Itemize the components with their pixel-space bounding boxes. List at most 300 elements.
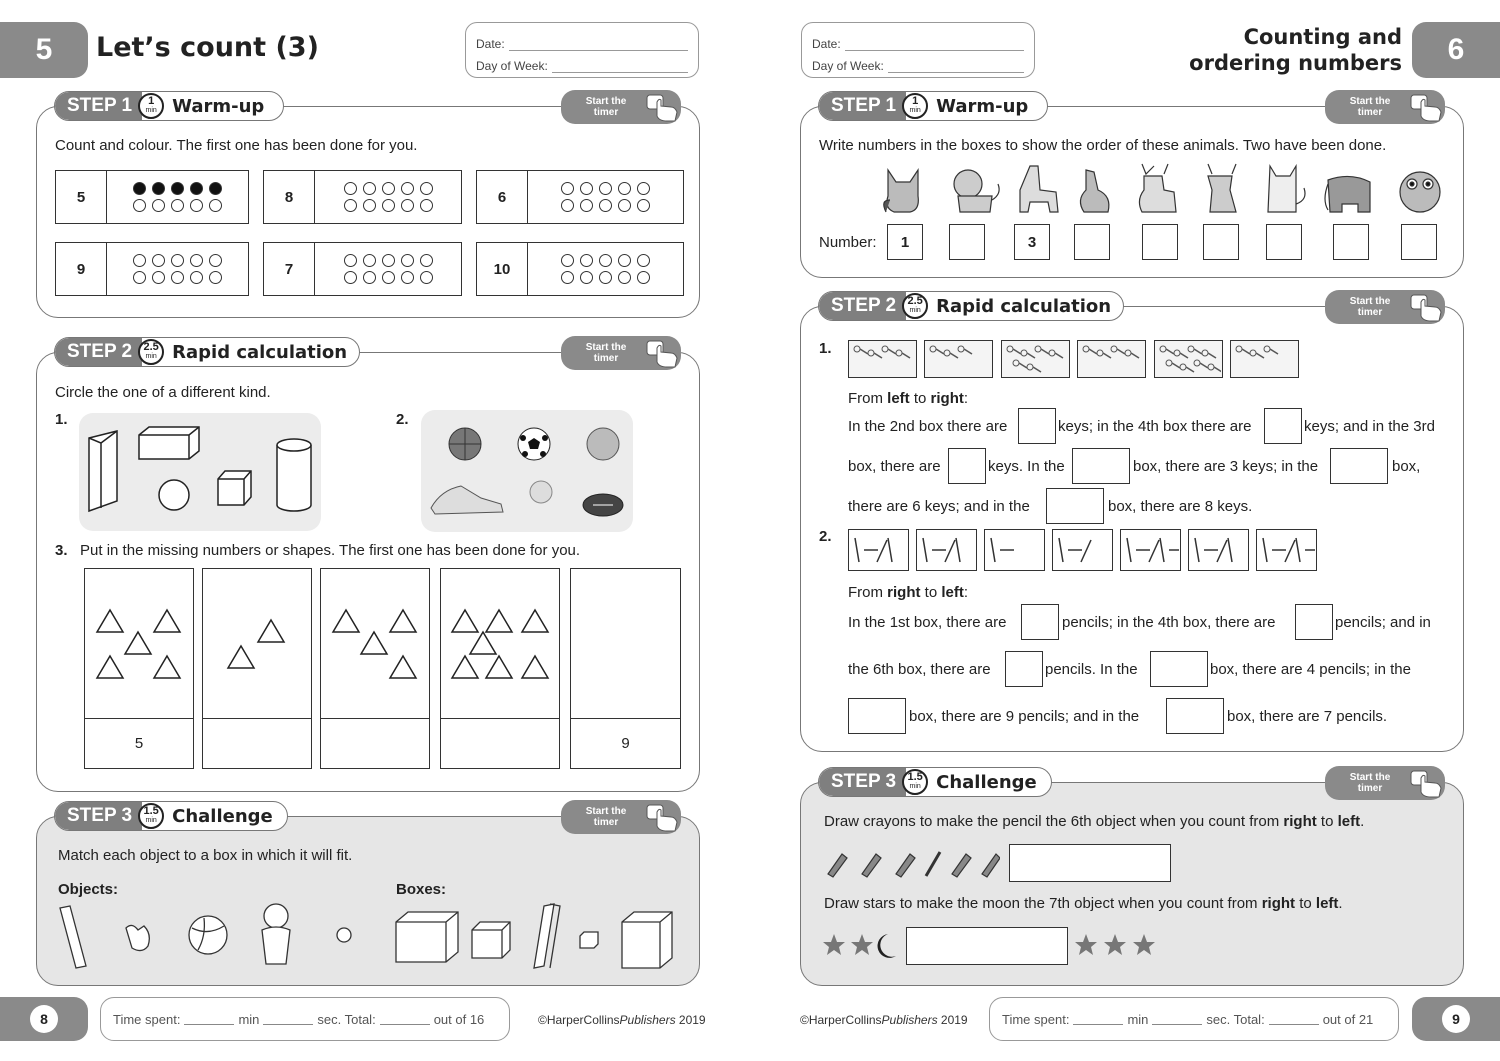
time-spent-label: Time spent: <box>1002 1011 1070 1027</box>
balls-shoes-picture <box>421 410 633 532</box>
dot[interactable] <box>209 199 222 212</box>
dot-row <box>561 182 650 195</box>
pencils-icon <box>1121 530 1179 569</box>
pencil-box <box>1188 529 1249 571</box>
triangles-icon <box>441 569 561 719</box>
count-box-number: 7 <box>264 243 315 295</box>
globe-icon <box>337 928 351 942</box>
time-spent-box <box>100 997 510 1041</box>
key-box <box>848 340 917 378</box>
step-label: STEP 2 <box>55 338 142 366</box>
answer-box[interactable] <box>1333 224 1369 260</box>
dot[interactable] <box>561 271 574 284</box>
sec-field[interactable] <box>263 1014 313 1025</box>
step2-header <box>818 291 1124 321</box>
crayon-draw-box[interactable] <box>1009 844 1171 882</box>
dot[interactable] <box>171 199 184 212</box>
dot-row <box>561 271 650 284</box>
date-label: Date: <box>476 37 505 51</box>
dot[interactable] <box>561 199 574 212</box>
pencil-box <box>848 529 909 571</box>
pencils-icon <box>1053 530 1111 569</box>
dot[interactable] <box>618 254 631 267</box>
crayon-icon <box>952 854 971 877</box>
dot[interactable] <box>401 182 414 195</box>
key-box <box>1001 340 1070 378</box>
dot-row <box>133 199 222 212</box>
step1-header <box>818 91 1048 121</box>
dot[interactable] <box>152 199 165 212</box>
pencils-icon <box>917 530 975 569</box>
dot[interactable] <box>637 199 650 212</box>
pencils-icon <box>985 530 1043 569</box>
count-box-number: 10 <box>477 243 528 295</box>
min-label: min <box>238 1011 260 1027</box>
keys-icon <box>925 341 991 376</box>
pencil-box <box>1256 529 1317 571</box>
dot[interactable] <box>209 271 222 284</box>
pencils-icon <box>1257 530 1315 569</box>
count-box <box>263 170 462 224</box>
q1-line2-text: keys. In the <box>988 458 1065 475</box>
dot[interactable] <box>599 182 612 195</box>
pencil-icon <box>926 852 940 876</box>
dot[interactable] <box>133 182 146 195</box>
key-box <box>1230 340 1299 378</box>
volleyball-icon <box>587 428 619 460</box>
dot[interactable] <box>401 199 414 212</box>
start-timer-button[interactable]: Start the timer <box>1325 90 1445 124</box>
number-cell[interactable] <box>202 718 312 769</box>
question-number: 2. <box>396 411 409 428</box>
answer-box[interactable]: 3 <box>1014 224 1050 260</box>
step2-header <box>54 337 360 367</box>
answer-box[interactable] <box>848 698 906 734</box>
shape-cell <box>202 568 312 719</box>
step1-header <box>54 91 284 121</box>
question-number: 2. <box>819 528 832 545</box>
objects-and-boxes-picture <box>56 900 686 975</box>
shape-cell <box>320 568 430 719</box>
dot[interactable] <box>580 199 593 212</box>
copyright: ©HarperCollinsPublishers 2019 <box>538 1013 706 1027</box>
dot[interactable] <box>382 199 395 212</box>
dot[interactable] <box>401 271 414 284</box>
dot[interactable] <box>171 254 184 267</box>
step1-instruction: Write numbers in the boxes to show the order of these animals. Two have been done. <box>819 137 1387 154</box>
page-number: 8 <box>30 1005 58 1033</box>
dot[interactable] <box>344 182 357 195</box>
animals-picture <box>880 160 1450 216</box>
answer-box[interactable] <box>1018 408 1056 444</box>
dot-row <box>344 271 433 284</box>
q1-line2-text: box, there are 3 keys; in the <box>1133 458 1319 475</box>
dot[interactable] <box>420 271 433 284</box>
count-box-number: 5 <box>56 171 107 223</box>
step-label: STEP 1 <box>819 92 906 120</box>
timer-icon: 1.5 min <box>902 769 928 795</box>
q2-line1-text: In the 1st box, there are <box>848 614 1007 631</box>
copyright: ©HarperCollinsPublishers 2019 <box>800 1013 968 1027</box>
answer-box[interactable] <box>1142 224 1178 260</box>
min-field[interactable] <box>184 1014 234 1025</box>
q2-line2-text: the 6th box, there are <box>848 661 991 678</box>
timer-icon: 1 min <box>138 93 164 119</box>
dot[interactable] <box>133 271 146 284</box>
sec-field[interactable] <box>1152 1014 1202 1025</box>
crayon-icon <box>896 854 915 877</box>
shape-cell <box>84 568 194 719</box>
day-field[interactable] <box>552 62 688 73</box>
dot-grid <box>315 171 461 223</box>
dot[interactable] <box>133 199 146 212</box>
glove-icon <box>126 925 149 950</box>
q2-line1-text: pencils; in the 4th box, there are <box>1062 614 1276 631</box>
key-box <box>924 340 993 378</box>
dot[interactable] <box>599 271 612 284</box>
dot[interactable] <box>344 199 357 212</box>
shape-cell <box>440 568 560 719</box>
star-icon <box>851 934 873 955</box>
count-box-number: 8 <box>264 171 315 223</box>
step-name: Challenge <box>172 805 273 827</box>
hand-pointer-icon <box>1409 768 1443 798</box>
step3-q1: Draw crayons to make the pencil the 6th object when you count from right to left. <box>824 813 1365 830</box>
dot[interactable] <box>420 182 433 195</box>
dot-grid <box>315 243 461 295</box>
dot[interactable] <box>363 254 376 267</box>
total-label: sec. Total: <box>317 1011 376 1027</box>
question-number: 1. <box>55 411 68 428</box>
start-timer-button[interactable]: Start the timer <box>561 800 681 834</box>
dot[interactable] <box>401 254 414 267</box>
small-box-icon <box>580 932 598 948</box>
shapes-3d-picture <box>79 413 321 531</box>
dot[interactable] <box>344 254 357 267</box>
pencil-box <box>1052 529 1113 571</box>
q1-line1-text: keys; and in the 3rd <box>1304 418 1435 435</box>
cell-number: 5 <box>134 735 144 752</box>
count-box-number: 9 <box>56 243 107 295</box>
star-icon <box>1075 934 1097 955</box>
dot-row <box>344 182 433 195</box>
q2-line3-text: box, there are 9 pencils; and in the <box>909 708 1140 725</box>
fawn-icon <box>1208 164 1236 212</box>
dot[interactable] <box>382 254 395 267</box>
q1-line2-text: box, there are <box>848 458 941 475</box>
step-label: STEP 1 <box>55 92 142 120</box>
step-name: Warm-up <box>172 95 265 117</box>
elephant-icon <box>1325 176 1370 212</box>
pencil-box <box>1120 529 1181 571</box>
answer-box[interactable] <box>1401 224 1437 260</box>
time-spent-box <box>989 997 1399 1041</box>
timer-icon: 2.5 min <box>902 293 928 319</box>
triangles-icon <box>321 569 431 719</box>
step-name: Rapid calculation <box>172 341 348 363</box>
shape-cell <box>570 568 681 719</box>
dot[interactable] <box>580 182 593 195</box>
start-timer-button[interactable]: Start the timer <box>561 90 681 124</box>
crayons-row <box>824 848 1000 878</box>
number-cell[interactable] <box>320 718 430 769</box>
answer-box[interactable] <box>1166 698 1224 734</box>
star-draw-box[interactable] <box>906 927 1068 965</box>
dot[interactable] <box>382 182 395 195</box>
boxes-label: Boxes: <box>396 881 447 898</box>
dot[interactable] <box>171 182 184 195</box>
hand-pointer-icon <box>645 802 679 832</box>
question-number: 3. <box>55 542 68 559</box>
dot[interactable] <box>152 182 165 195</box>
count-box <box>476 170 684 224</box>
answer-box[interactable] <box>1074 224 1110 260</box>
day-label: Day of Week: <box>476 59 548 73</box>
dot[interactable] <box>209 254 222 267</box>
cube-box-icon <box>622 912 672 968</box>
hand-pointer-icon <box>645 338 679 368</box>
answer-box[interactable] <box>1005 651 1043 687</box>
q1-line1: In the 2nd box there are <box>848 418 1008 435</box>
min-field[interactable] <box>1073 1014 1123 1025</box>
key-box <box>1154 340 1223 378</box>
count-box <box>476 242 684 296</box>
stars-moon-left <box>822 930 902 960</box>
total-field[interactable] <box>1269 1014 1319 1025</box>
step-label: STEP 3 <box>55 802 142 830</box>
dot[interactable] <box>420 254 433 267</box>
step2-instruction: Circle the one of a different kind. <box>55 384 271 401</box>
answer-box[interactable] <box>1072 448 1130 484</box>
answer-box[interactable] <box>948 448 986 484</box>
doll-icon <box>264 904 288 928</box>
owl-icon <box>1400 172 1440 212</box>
lesson-number: 5 <box>35 33 53 66</box>
fox-icon <box>884 170 919 212</box>
dot[interactable] <box>152 254 165 267</box>
pencils-icon <box>849 530 907 569</box>
total-label: sec. Total: <box>1206 1011 1265 1027</box>
step1-instruction: Count and colour. The first one has been done for you. <box>55 137 418 154</box>
page-title: Counting and ordering numbers <box>1189 25 1402 75</box>
q2-line1-text: pencils; and in <box>1335 614 1431 631</box>
cell-number: 9 <box>621 735 630 752</box>
count-box <box>263 242 462 296</box>
number-cell[interactable] <box>570 718 681 769</box>
answer-box[interactable] <box>1021 604 1059 640</box>
dot-grid <box>528 243 683 295</box>
q2-line3-text: box, there are 7 pencils. <box>1227 708 1388 725</box>
dot-row <box>133 271 222 284</box>
answer-box[interactable] <box>1203 224 1239 260</box>
hand-pointer-icon <box>1409 292 1443 322</box>
q1-direction: From left to right: <box>848 390 969 407</box>
dot[interactable] <box>190 199 203 212</box>
lesson-number-badge <box>1412 22 1500 78</box>
count-box <box>55 242 249 296</box>
cat-icon <box>1268 166 1305 212</box>
page-number: 9 <box>1442 1005 1470 1033</box>
page-number-badge <box>1412 997 1500 1041</box>
count-box <box>55 170 249 224</box>
dot-row <box>133 254 222 267</box>
step-name: Rapid calculation <box>936 295 1112 317</box>
dot-row <box>561 199 650 212</box>
dot[interactable] <box>190 254 203 267</box>
date-box <box>801 22 1035 78</box>
date-box <box>465 22 699 78</box>
count-box-number: 6 <box>477 171 528 223</box>
step3-q2: Draw stars to make the moon the 7th object when you count from right to left. <box>824 895 1343 912</box>
keys-icon <box>1078 341 1144 376</box>
answer-box[interactable] <box>1264 408 1302 444</box>
crayon-icon <box>982 854 1000 877</box>
q1-line3-text: box, there are 8 keys. <box>1108 498 1253 515</box>
dot[interactable] <box>618 182 631 195</box>
dot[interactable] <box>580 254 593 267</box>
crayon-icon <box>862 854 881 877</box>
day-field[interactable] <box>888 62 1024 73</box>
day-label: Day of Week: <box>812 59 884 73</box>
stars-right <box>1074 930 1160 960</box>
step3-header <box>54 801 288 831</box>
dot[interactable] <box>382 271 395 284</box>
step3-instruction: Match each object to a box in which it will fit. <box>58 847 353 864</box>
date-label: Date: <box>812 37 841 51</box>
objects-label: Objects: <box>58 881 119 898</box>
answer-box[interactable] <box>1295 604 1333 640</box>
date-field[interactable] <box>509 40 688 51</box>
star-icon <box>1133 934 1155 955</box>
keys-icon <box>1155 341 1221 376</box>
total-field[interactable] <box>380 1014 430 1025</box>
time-spent-label: Time spent: <box>113 1011 181 1027</box>
q2-line2-text: pencils. In the <box>1045 661 1138 678</box>
crayon-icon <box>828 854 847 877</box>
timer-icon: 2.5 min <box>138 339 164 365</box>
dot[interactable] <box>561 182 574 195</box>
dot-grid <box>107 171 248 223</box>
raccoon-icon <box>954 170 999 212</box>
dot[interactable] <box>618 271 631 284</box>
moon-icon <box>878 934 896 958</box>
lesson-number: 6 <box>1447 33 1465 66</box>
hand-pointer-icon <box>645 92 679 122</box>
triangles-icon <box>85 569 195 719</box>
dot-grid <box>107 243 248 295</box>
dot[interactable] <box>561 254 574 267</box>
deer-icon <box>1139 164 1176 212</box>
page-title: Let’s count (3) <box>96 32 319 63</box>
hand-pointer-icon <box>1409 92 1443 122</box>
dot[interactable] <box>363 199 376 212</box>
answer-box[interactable] <box>1046 488 1104 524</box>
dot-row <box>133 182 222 195</box>
keys-icon <box>1002 341 1068 376</box>
dot[interactable] <box>618 199 631 212</box>
giraffe-icon <box>1020 166 1058 212</box>
dot[interactable] <box>190 182 203 195</box>
q3-instruction: Put in the missing numbers or shapes. The first one has been done for you. <box>80 542 581 559</box>
keys-icon <box>1231 341 1297 376</box>
step-label: STEP 2 <box>819 292 906 320</box>
lesson-number-badge <box>0 22 88 78</box>
page-number-badge <box>0 997 88 1041</box>
dot[interactable] <box>171 271 184 284</box>
dot[interactable] <box>420 199 433 212</box>
dot-row <box>344 199 433 212</box>
dot[interactable] <box>363 182 376 195</box>
number-label: Number: <box>819 234 877 251</box>
ruler-icon <box>60 906 86 968</box>
answer-box[interactable] <box>1150 651 1208 687</box>
start-timer-button[interactable]: Start the timer <box>1325 766 1445 800</box>
kangaroo-icon <box>1080 170 1108 212</box>
number-cell[interactable] <box>440 718 560 769</box>
answer-box[interactable] <box>949 224 985 260</box>
dot[interactable] <box>637 271 650 284</box>
dot-grid <box>528 171 683 223</box>
number-cell[interactable] <box>84 718 194 769</box>
out-of-label: out of 21 <box>1322 1011 1374 1027</box>
pencils-icon <box>1189 530 1247 569</box>
dot[interactable] <box>190 271 203 284</box>
step3-header <box>818 767 1052 797</box>
start-timer-button[interactable]: Start the timer <box>561 336 681 370</box>
dot[interactable] <box>209 182 222 195</box>
step-name: Challenge <box>936 771 1037 793</box>
dot[interactable] <box>580 271 593 284</box>
start-timer-button[interactable]: Start the timer <box>1325 290 1445 324</box>
q3-row <box>55 542 580 559</box>
dot[interactable] <box>344 271 357 284</box>
dot[interactable] <box>152 271 165 284</box>
q1-line1-text: keys; in the 4th box there are <box>1058 418 1252 435</box>
dot[interactable] <box>133 254 146 267</box>
step-label: STEP 3 <box>819 768 906 796</box>
pencil-box <box>916 529 977 571</box>
star-icon <box>1104 934 1126 955</box>
key-box <box>1077 340 1146 378</box>
dot[interactable] <box>637 254 650 267</box>
timer-icon: 1.5 min <box>138 803 164 829</box>
q1-line3-text: there are 6 keys; and in the <box>848 498 1030 515</box>
step-name: Warm-up <box>936 95 1029 117</box>
volleyball-icon <box>189 916 227 954</box>
out-of-label: out of 16 <box>433 1011 485 1027</box>
keys-icon <box>849 341 915 376</box>
tennis-ball-icon <box>530 481 552 503</box>
dot[interactable] <box>637 182 650 195</box>
answer-box[interactable] <box>1330 448 1388 484</box>
timer-icon: 1 min <box>902 93 928 119</box>
min-label: min <box>1127 1011 1149 1027</box>
date-field[interactable] <box>845 40 1024 51</box>
q2-direction: From right to left: <box>848 584 969 601</box>
dot[interactable] <box>599 199 612 212</box>
answer-box[interactable] <box>1266 224 1302 260</box>
q1-line2-text: box, <box>1392 458 1421 475</box>
pencil-box <box>984 529 1045 571</box>
question-number: 1. <box>819 340 832 357</box>
dot-row <box>344 254 433 267</box>
dot-row <box>561 254 650 267</box>
dot[interactable] <box>599 254 612 267</box>
answer-box[interactable]: 1 <box>887 224 923 260</box>
triangles-icon <box>203 569 313 719</box>
dot[interactable] <box>363 271 376 284</box>
star-icon <box>823 934 845 955</box>
